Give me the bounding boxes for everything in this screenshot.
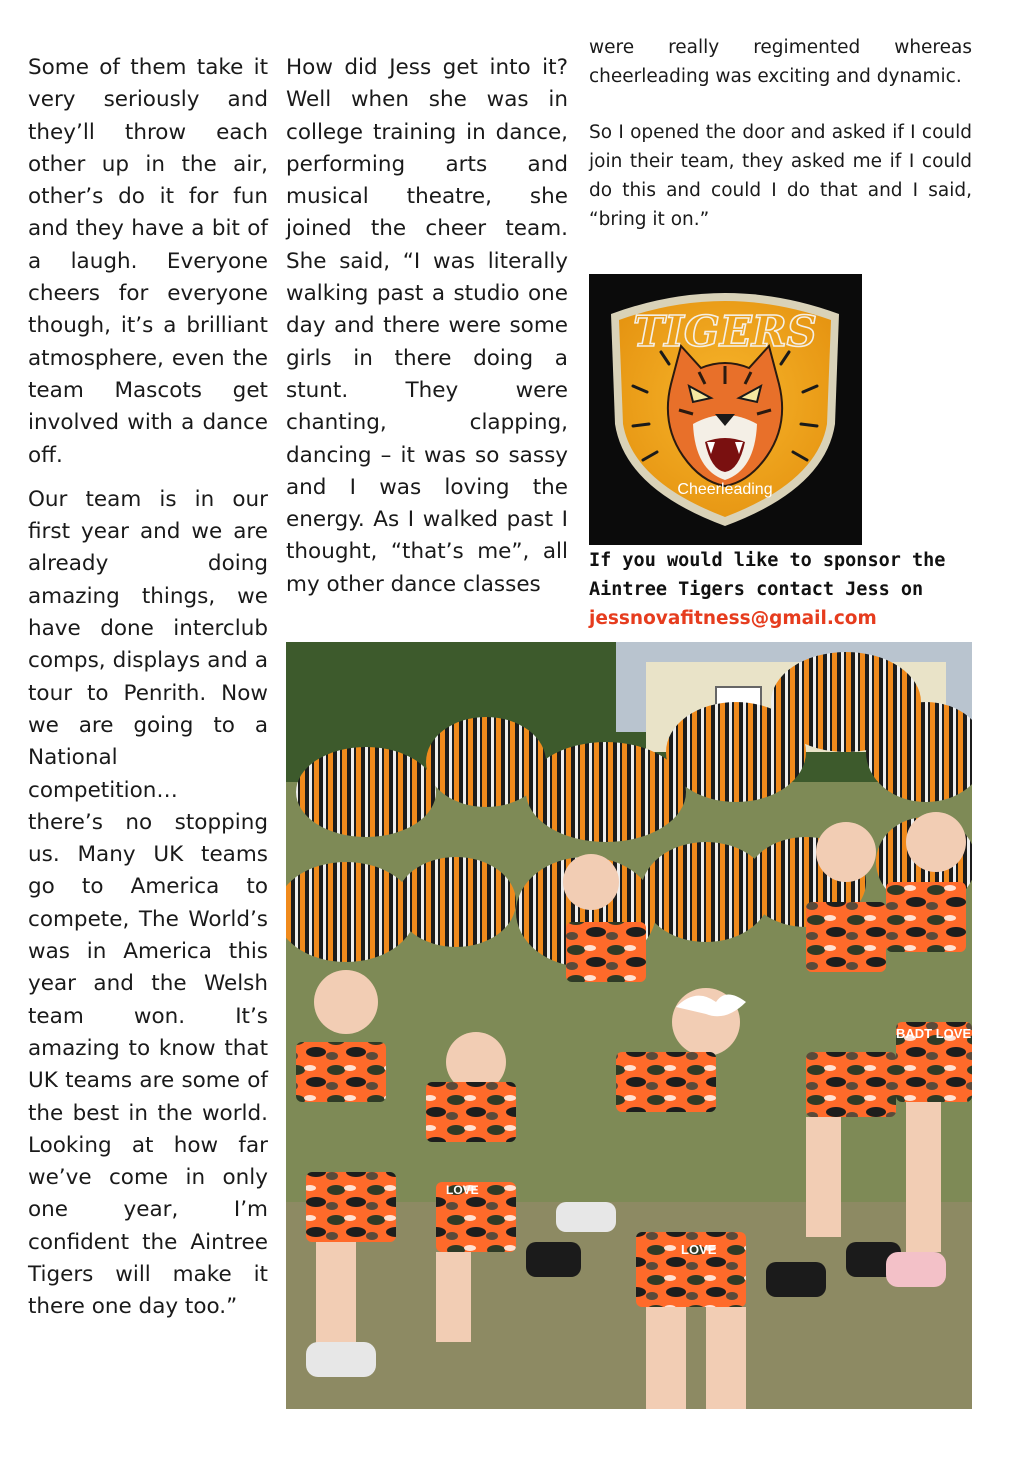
shorts-text-2: BADT LOVE <box>896 1026 972 1041</box>
sponsor-email-link[interactable]: jessnovafitness@gmail.com <box>589 608 877 629</box>
column3-paragraph-2: So I opened the door and asked if I could join their team, they asked me if I could do this and could I do that and I said, “bring it on.” <box>589 122 972 230</box>
tiger-shield-icon <box>589 274 862 545</box>
column3-paragraph-1: were really regimented whereas cheerleading was exciting and dynamic. <box>589 37 972 87</box>
logo-title-text: TIGERS <box>632 307 818 356</box>
article-column-1 <box>28 52 268 1324</box>
team-photo <box>286 642 972 1409</box>
logo-subtitle-text: Cheerleading <box>677 481 773 498</box>
column1-paragraph-3: there’s no stopping us. Many UK teams go to America to compete, The World’s was in America this year and the Welsh team won. It’s amazing to know that UK teams are some of the best in the world. Looking at how far we’ve come in only one year, I’m confident the Aintree Tigers will make it there one day too.” <box>28 809 268 1320</box>
sponsor-text: If you would like to sponsor the Aintree Tigers contact Jess on <box>589 550 946 600</box>
shorts-text-1: LOVE <box>681 1242 717 1257</box>
column2-paragraph-1: How did Jess get into it? Well when she was in college training in dance, performing arts and musical theatre, she joined the cheer team. She said, “I was literally walking past a studio one day and there were some girls in there doing a stunt. They were chanting, clapping, dancing – it was so sassy and I was loving the energy. As I walked past I thought, “that’s me”, all my other dance classes <box>286 55 568 597</box>
column1-paragraph-1: Some of them take it very seriously and they’ll throw each other up in the air, other’s do it for fun and they have a bit of a laugh. Everyone cheers for everyone though, it’s a brilliant atmosphere, even the team Mascots get involved with a dance off. <box>28 55 268 468</box>
sponsor-callout <box>589 546 979 633</box>
tigers-cheerleading-logo <box>589 274 862 545</box>
shorts-text-3: LOVE <box>446 1183 479 1197</box>
cheerleaders-photo-illustration <box>286 642 972 1409</box>
column1-paragraph-2: Our team is in our first year and we are already doing amazing things, we have done interclub comps, displays and a tour to Penrith. Now we are going to a National competition… <box>28 486 268 803</box>
article-column-2 <box>286 52 568 601</box>
article-column-3 <box>589 33 972 234</box>
